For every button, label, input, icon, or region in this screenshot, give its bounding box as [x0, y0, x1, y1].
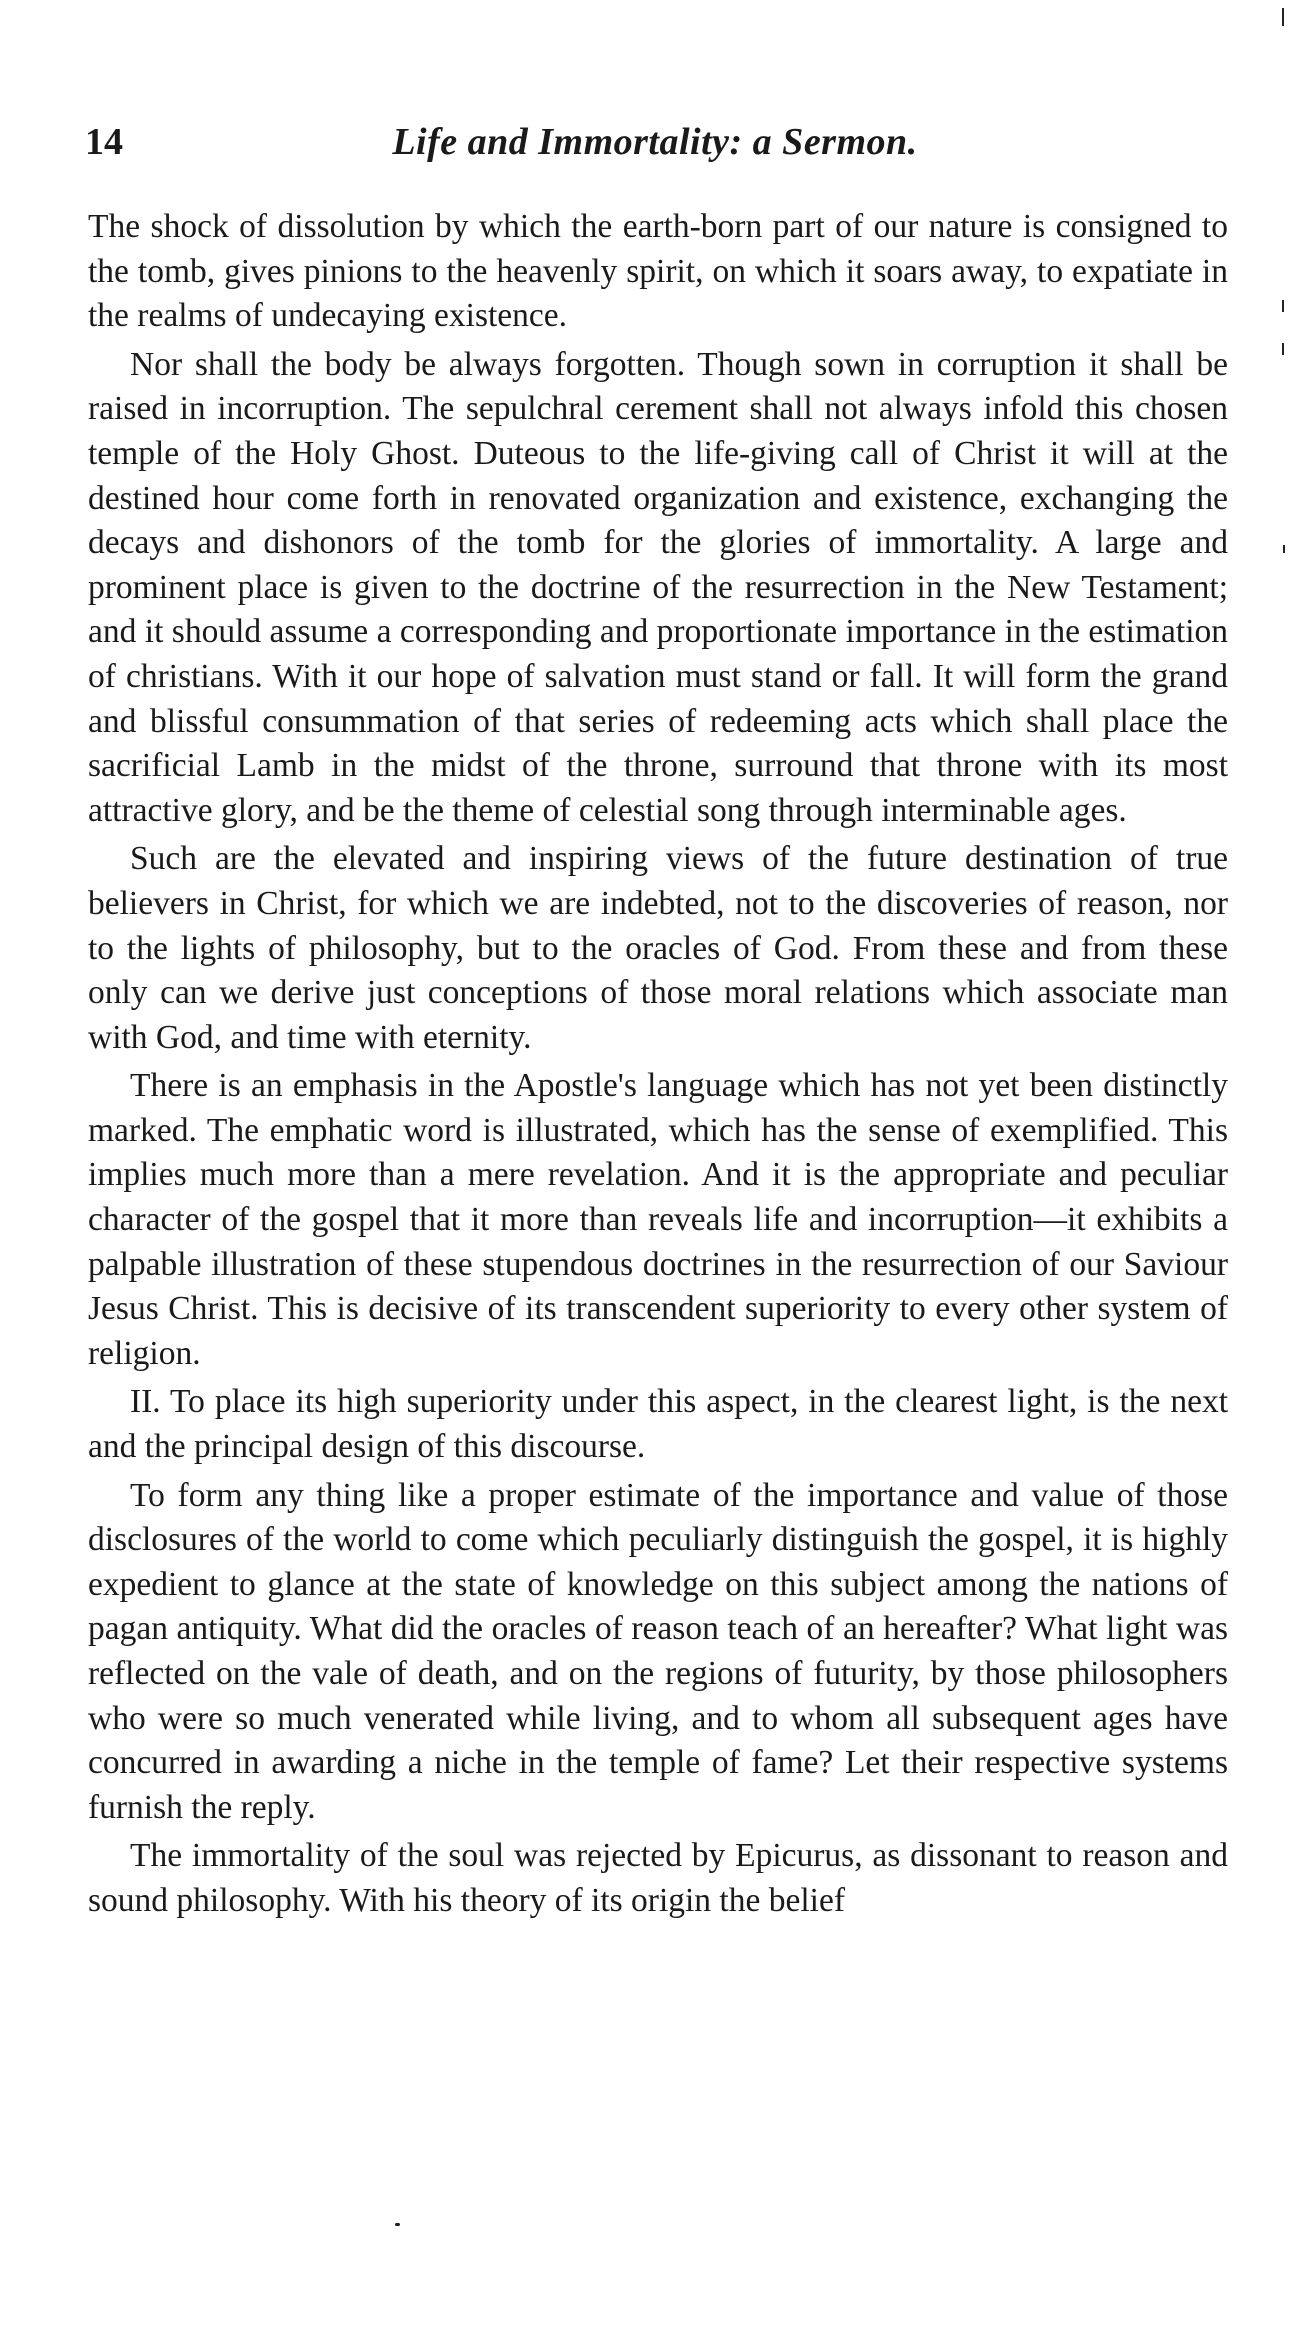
paragraph: Nor shall the body be always forgotten. Though sown in corruption it shall be raised in incorruption. The sepulchral cerement shall not always infold this chosen temple of the Holy Ghost. Duteous to the life-giving call of Christ it will at the destined hour come forth in renovated organization and existence, exchanging the decays and dishonors of the tomb for the glories of immortality. A large and prominent place is given to the doctrine of the resurrection in the New Testament; and it should assume a corresponding and proportionate importance in the estimation of christians. With it our hope of salvation must stand or fall. It will form the grand and blissful consummation of that series of redeeming acts which shall place the sacrificial Lamb in the midst of the throne, surround that throne with its most attractive glory, and be the theme of celestial song through interminable ages. [88, 345, 1228, 829]
page-number: 14 [85, 121, 123, 163]
body-text [88, 205, 1228, 1928]
paragraph: To form any thing like a proper estimate of the importance and value of those disclosures of the world to come which peculiarly distinguish the gospel, it is highly expedient to glance at the state of knowledge on this subject among the nations of pagan antiquity. What did the oracles of reason teach of an hereafter? What light was reflected on the vale of death, and on the regions of futurity, by those philosophers who were so much venerated while living, and to whom all subsequent ages have concurred in awarding a niche in the temple of fame? Let their respective systems furnish the reply. [88, 1476, 1228, 1826]
scan-mark [1282, 8, 1284, 26]
scan-mark [395, 2223, 400, 2226]
scan-mark [1282, 300, 1284, 312]
page-header [85, 120, 1225, 170]
paragraph: II. To place its high superiority under this aspect, in the clearest light, is the next and the principal design of this discourse. [88, 1383, 1228, 1466]
scan-mark [1283, 545, 1285, 553]
paragraph: Such are the elevated and inspiring views of the future destination of true believers in Christ, for which we are indebted, not to the discoveries of reason, nor to the lights of philosophy, but to the oracles of God. From these and from these only can we derive just conceptions of those moral relations which associate man with God, and time with eternity. [88, 840, 1228, 1056]
paragraph: There is an emphasis in the Apostle's language which has not yet been distinctly marked. The emphatic word is illustrated, which has the sense of exemplified. This implies much more than a mere revelation. And it is the appropriate and peculiar character of the gospel that it more than reveals life and incorruption—it exhibits a palpable illustration of these stupendous doctrines in the resurrection of our Saviour Jesus Christ. This is decisive of its transcendent superiority to every other system of religion. [88, 1067, 1228, 1372]
paragraph: The immortality of the soul was rejected by Epicurus, as dissonant to reason and sound philosophy. With his theory of its origin the belief [88, 1837, 1228, 1919]
paragraph: The shock of dissolution by which the earth-born part of our nature is consigned to the tomb, gives pinions to the heavenly spirit, on which it soars away, to expatiate in the realms of undecaying existence. [88, 208, 1228, 335]
running-title: Life and Immortality: a Sermon. [392, 121, 918, 163]
scan-mark [1282, 343, 1284, 355]
